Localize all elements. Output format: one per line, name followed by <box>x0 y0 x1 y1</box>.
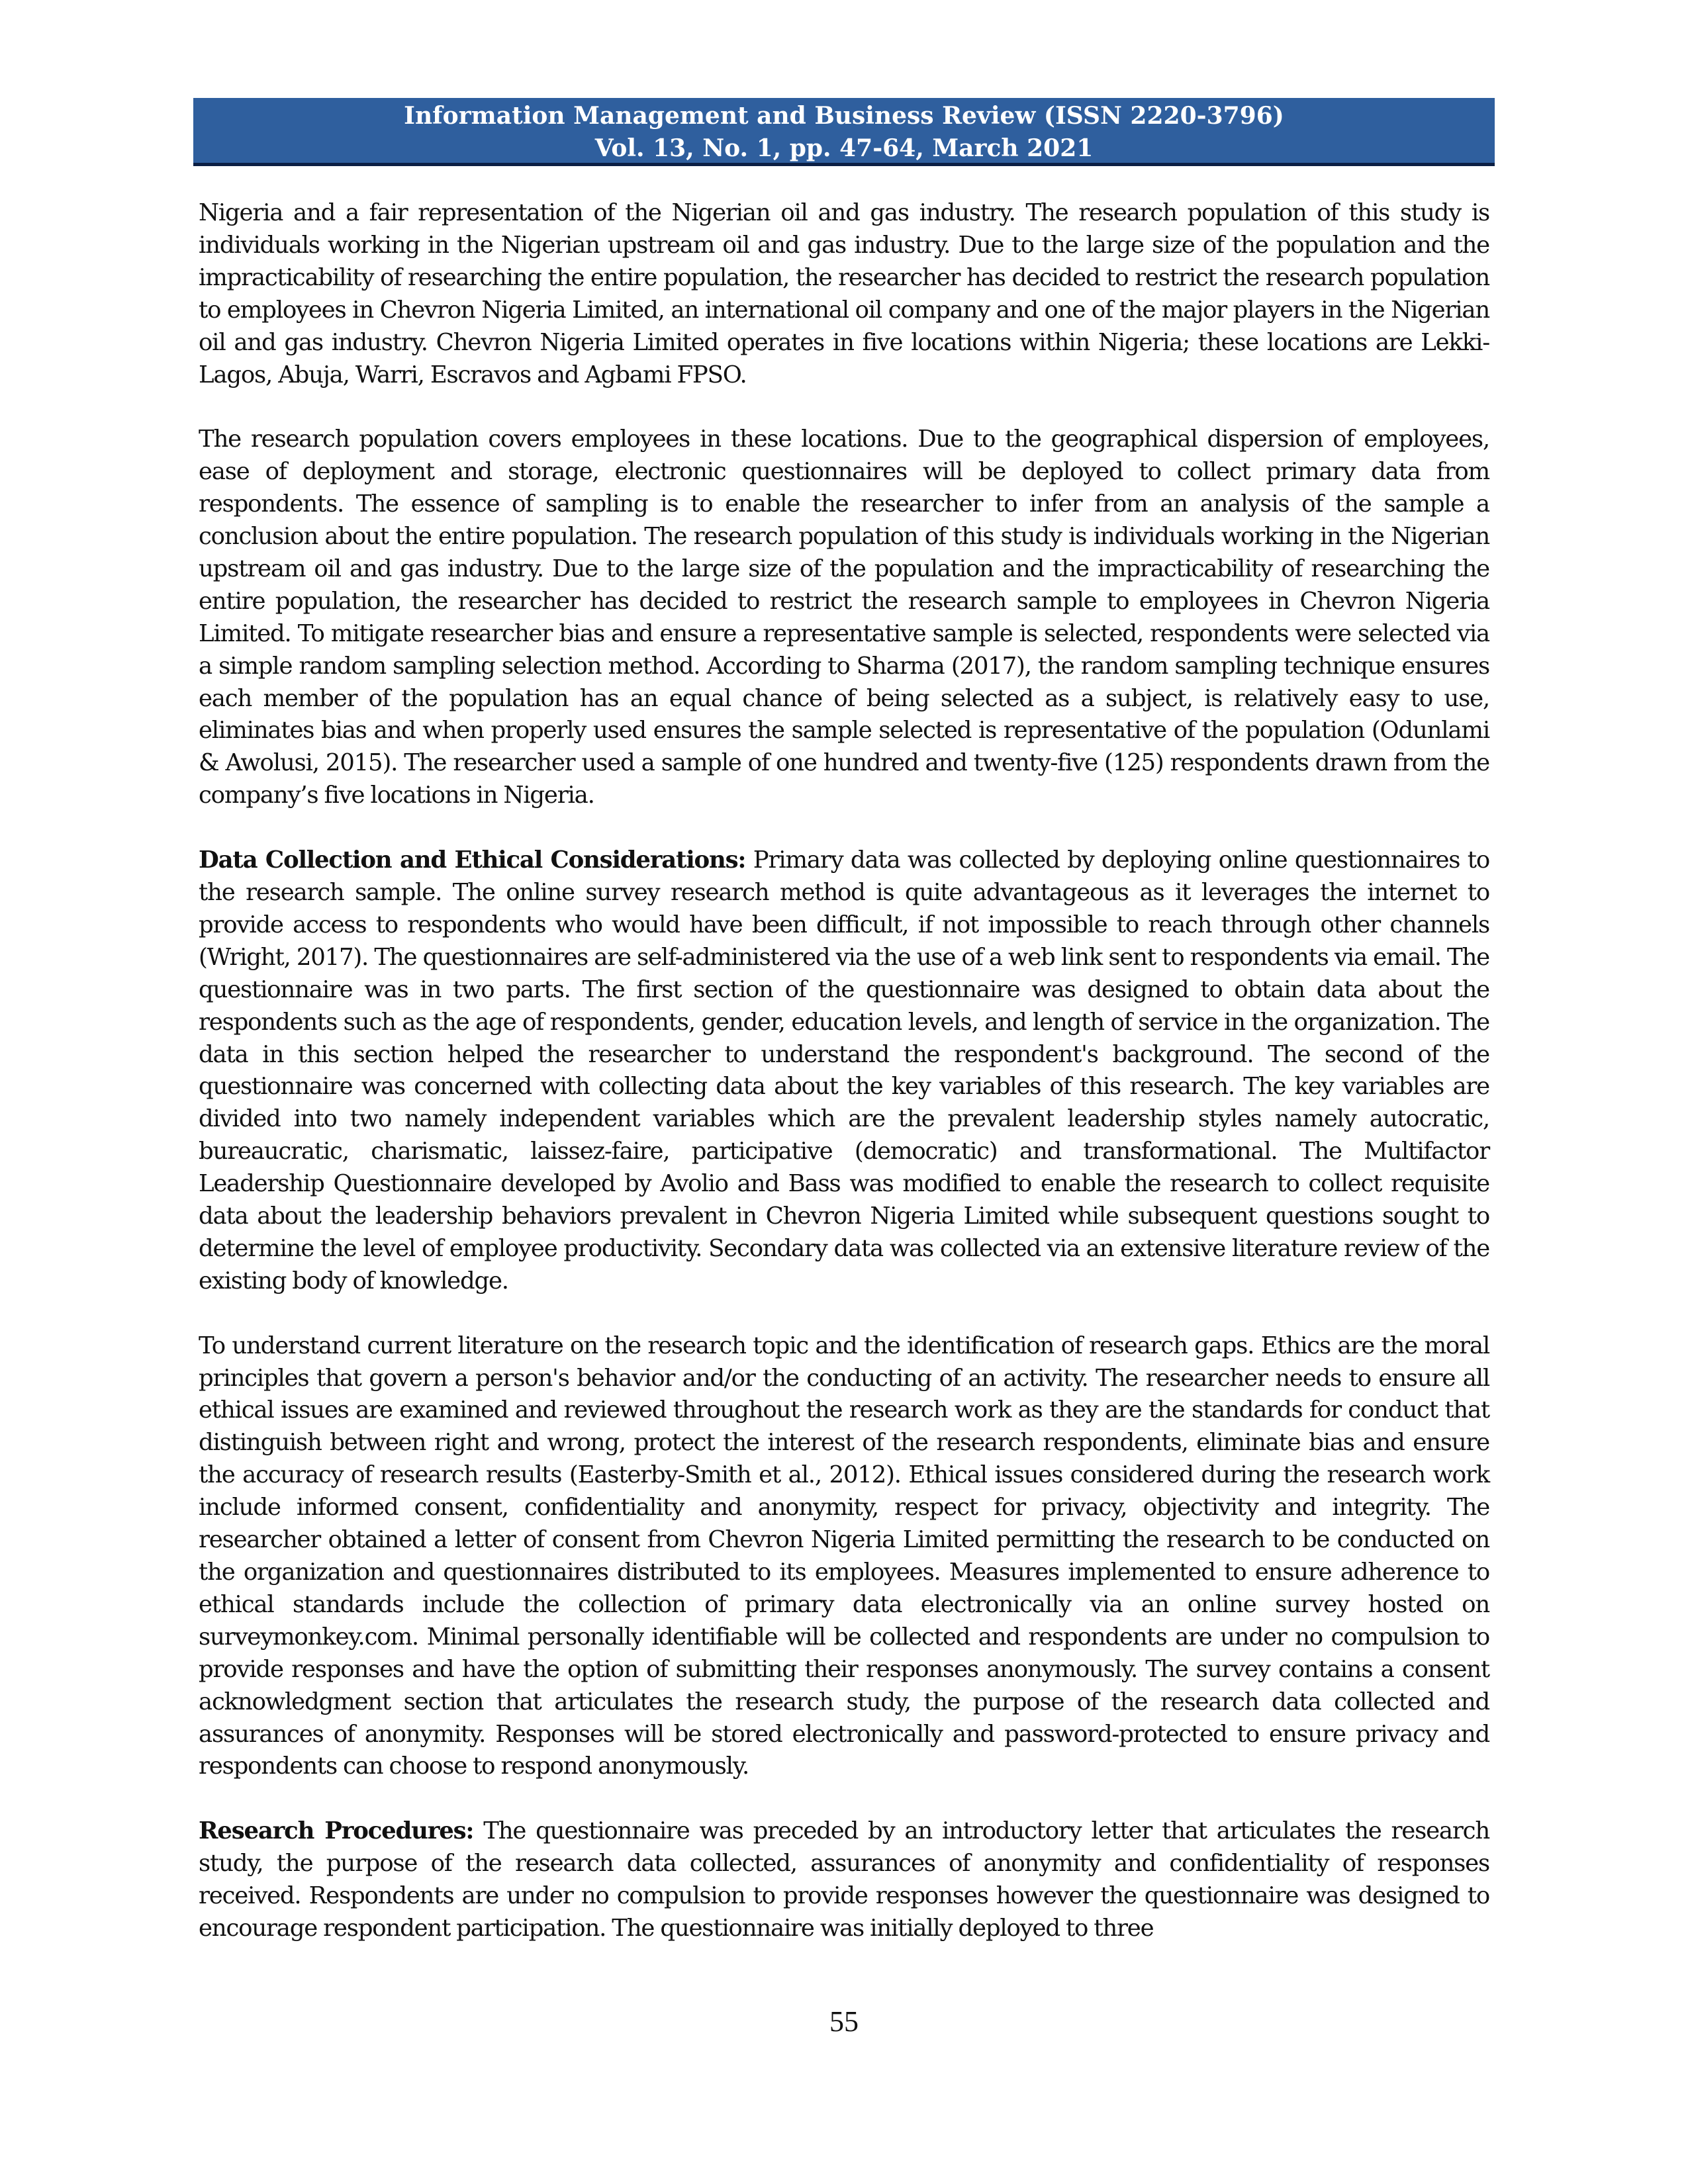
page-number: 55 <box>829 2005 859 2038</box>
paragraph-text: The research population covers employees in these locations. Due to the geographical dispersion of employees, ease of deployment and storage, electronic questionnaires will be deployed to collect primary data from respondents. The essence of sampling is to enable the researcher to infer from an analysis of the sample a conclusion about the entire population. The research population of this study is individuals working in the Nigerian upstream oil and gas industry. Due to the large size of the population and the impracticability of researching the entire population, the researcher has decided to restrict the research sample to employees in Chevron Nigeria Limited. To mitigate researcher bias and ensure a representative sample is selected, respondents were selected via a simple random sampling selection method. According to Sharma (2017), the random sampling technique ensures each member of the population has an equal chance of being selected as a subject, is relatively easy to use, eliminates bias and when properly used ensures the sample selected is representative of the population (Odunlami & Awolusi, 2015). The researcher used a sample of one hundred and twenty-five (125) respondents drawn from the company’s five locations in Nigeria. <box>199 426 1489 809</box>
paragraph-research-sample <box>199 424 1489 812</box>
paragraph-sampling-population <box>199 197 1489 391</box>
paragraph-data-collection <box>199 844 1489 1298</box>
section-heading: Data Collection and Ethical Considerations: <box>199 846 746 874</box>
journal-header <box>193 98 1495 166</box>
paragraph-text: Nigeria and a fair representation of the Nigerian oil and gas industry. The research population of this study is individuals working in the Nigerian upstream oil and gas industry. Due to the large size of the population and the impracticability of researching the entire population, the researcher has decided to restrict the research population to employees in Chevron Nigeria Limited, an international oil company and one of the major players in the Nigerian oil and gas industry. Chevron Nigeria Limited operates in five locations within Nigeria; these locations are Lekki-Lagos, Abuja, Warri, Escravos and Agbami FPSO. <box>199 199 1489 388</box>
paragraph-research-procedures <box>199 1815 1489 1945</box>
journal-title: Information Management and Business Review (ISSN 2220-3796) <box>404 102 1284 130</box>
paragraph-text: Primary data was collected by deploying online questionnaires to the research sample. The online survey research method is quite advantageous as it leverages the internet to provide access to respondents who would have been difficult, if not impossible to reach through other channels (Wright, 2017). The questionnaires are self-administered via the use of a web link sent to respondents via email. The questionnaire was in two parts. The first section of the questionnaire was designed to obtain data about the respondents such as the age of respondents, gender, education levels, and length of service in the organization. The data in this section helped the researcher to understand the respondent's background. The second of the questionnaire was concerned with collecting data about the key variables of this research. The key variables are divided into two namely independent variables which are the prevalent leadership styles namely autocratic, bureaucratic, charismatic, laissez-faire, participative (democratic) and transformational. The Multifactor Leadership Questionnaire developed by Avolio and Bass was modified to enable the research to collect requisite data about the leadership behaviors prevalent in Chevron Nigeria Limited while subsequent questions sought to determine the level of employee productivity. Secondary data was collected via an extensive literature review of the existing body of knowledge. <box>199 846 1490 1295</box>
article-body <box>199 197 1489 1978</box>
journal-volume-info: Vol. 13, No. 1, pp. 47-64, March 2021 <box>594 134 1094 162</box>
paragraph-text: The questionnaire was preceded by an introductory letter that articulates the research study, the purpose of the research data collected, assurances of anonymity and confidentiality of responses received. Respondents are under no compulsion to provide responses however the questionnaire was designed to encourage respondent participation. The questionnaire was initially deployed to three <box>199 1817 1489 1942</box>
section-heading: Research Procedures: <box>199 1817 474 1845</box>
paragraph-ethics <box>199 1330 1489 1784</box>
paragraph-text: To understand current literature on the research topic and the identification of research gaps. Ethics are the moral principles that govern a person's behavior and/or the conducting of an activity. The researcher needs to ensure all ethical issues are examined and reviewed throughout the research work as they are the standards for conduct that distinguish between right and wrong, protect the interest of the research respondents, eliminate bias and ensure the accuracy of research results (Easterby-Smith et al., 2012). Ethical issues considered during the research work include informed consent, confidentiality and anonymity, respect for privacy, objectivity and integrity. The researcher obtained a letter of consent from Chevron Nigeria Limited permitting the research to be conducted on the organization and questionnaires distributed to its employees. Measures implemented to ensure adherence to ethical standards include the collection of primary data electronically via an online survey hosted on surveymonkey.com. Minimal personally identifiable will be collected and respondents are under no compulsion to provide responses and have the option of submitting their responses anonymously. The survey contains a consent acknowledgment section that articulates the research study, the purpose of the research data collected and assurances of anonymity. Responses will be stored electronically and password-protected to ensure privacy and respondents can choose to respond anonymously. <box>199 1332 1489 1780</box>
